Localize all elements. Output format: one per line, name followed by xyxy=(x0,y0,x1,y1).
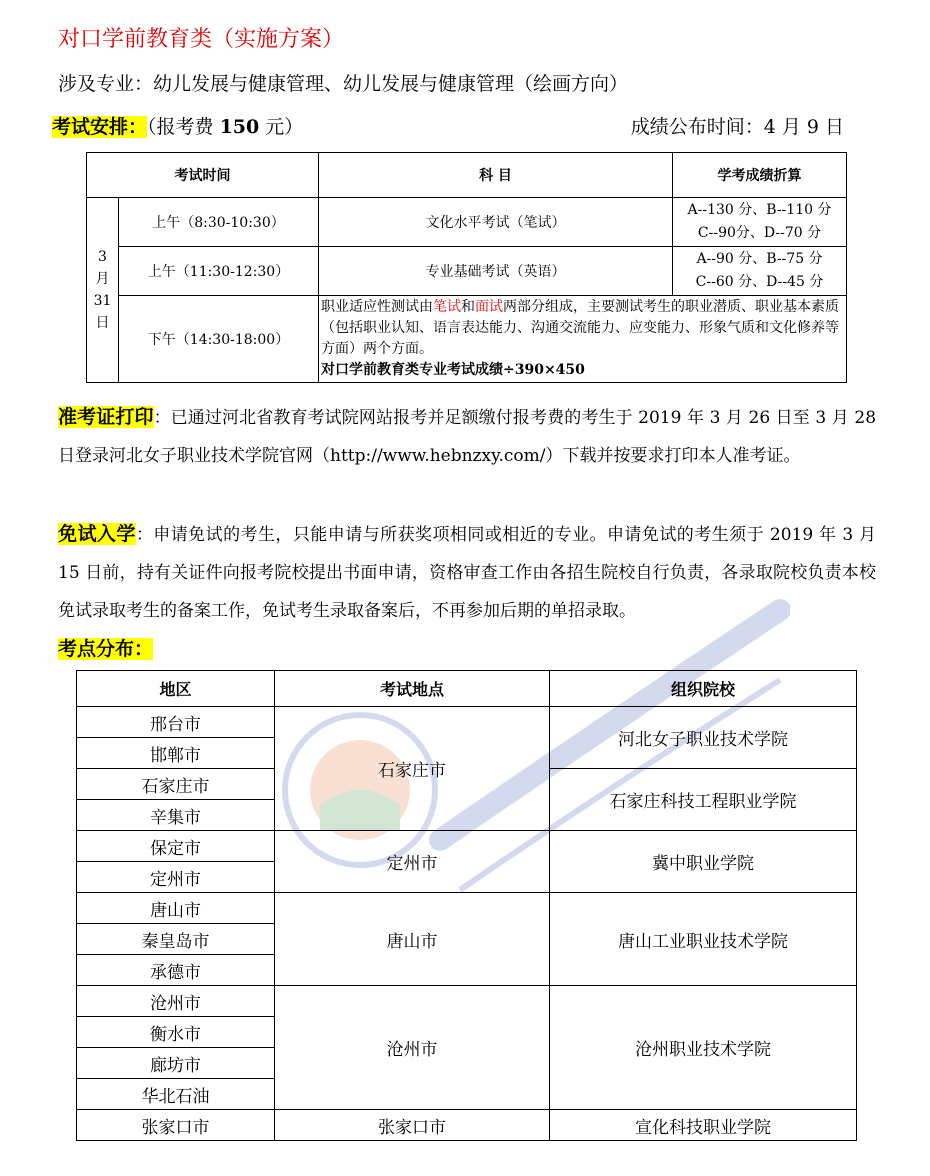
sites-label: 考点分布： xyxy=(58,638,154,660)
location-cell: 定州市 xyxy=(275,831,550,893)
city-cell: 秦皇岛市 xyxy=(77,924,275,955)
fee-prefix: （报考费 xyxy=(147,116,220,138)
conversion-cd: C--60 分、D--45 分 xyxy=(695,274,824,290)
schedule-header-subject: 科 目 xyxy=(319,153,673,198)
result-date: 4 月 9 日 xyxy=(763,116,844,138)
city-cell: 定州市 xyxy=(77,862,275,893)
exemption-paragraph xyxy=(58,515,876,630)
schedule-row xyxy=(87,247,847,296)
fee-suffix: 元） xyxy=(259,116,304,138)
result-announcement xyxy=(631,112,844,139)
exam-arrangement-label: 考试安排： xyxy=(52,116,148,138)
schedule-header-conversion: 学考成绩折算 xyxy=(673,153,847,198)
exam-sites-table xyxy=(76,670,857,1141)
school-cell: 唐山工业职业技术学院 xyxy=(550,893,857,986)
page-title: 对口学前教育类（实施方案） xyxy=(58,27,345,52)
city-cell: 华北石油 xyxy=(77,1079,275,1110)
school-cell: 宣化科技职业学院 xyxy=(550,1110,857,1141)
city-cell: 张家口市 xyxy=(77,1110,275,1141)
school-cell: 沧州职业技术学院 xyxy=(550,986,857,1110)
sites-header-row xyxy=(77,671,857,707)
location-cell: 张家口市 xyxy=(275,1110,550,1141)
city-cell: 衡水市 xyxy=(77,1017,275,1048)
majors-line xyxy=(58,69,628,96)
table-row xyxy=(77,1110,857,1141)
school-cell: 河北女子职业技术学院 xyxy=(550,707,857,769)
exemption-colon: ： xyxy=(135,525,154,545)
aptitude-test-description xyxy=(319,296,847,383)
table-row xyxy=(77,707,857,738)
exam-schedule-table xyxy=(86,152,847,383)
city-cell: 廊坊市 xyxy=(77,1048,275,1079)
score-conversion xyxy=(673,198,847,247)
desc-text: 职业适应性测试由 xyxy=(321,299,433,315)
sites-heading xyxy=(58,634,153,661)
city-cell: 保定市 xyxy=(77,831,275,862)
schedule-row xyxy=(87,296,847,383)
admission-ticket-paragraph xyxy=(58,398,876,475)
school-cell: 石家庄科技工程职业学院 xyxy=(550,769,857,831)
school-cell: 冀中职业学院 xyxy=(550,831,857,893)
admission-ticket-label: 准考证打印 xyxy=(58,406,154,428)
exam-time: 上午（11:30-12:30） xyxy=(119,247,319,296)
majors-label: 涉及专业： xyxy=(58,73,154,95)
schedule-header-row xyxy=(87,153,847,198)
fee-amount: 150 xyxy=(219,116,260,138)
admission-ticket-colon: ： xyxy=(153,408,171,428)
majors-value: 幼儿发展与健康管理、幼儿发展与健康管理（绘画方向） xyxy=(153,73,629,95)
exam-time: 上午（8:30-10:30） xyxy=(119,198,319,247)
sites-header-region: 地区 xyxy=(77,671,275,707)
city-cell: 辛集市 xyxy=(77,800,275,831)
sites-header-location: 考试地点 xyxy=(275,671,550,707)
conversion-ab: A--130 分、B--110 分 xyxy=(687,202,832,218)
desc-written: 笔试 xyxy=(433,299,461,315)
exam-subject: 文化水平考试（笔试） xyxy=(319,198,673,247)
city-cell: 邢台市 xyxy=(77,707,275,738)
city-cell: 邯郸市 xyxy=(77,738,275,769)
city-cell: 唐山市 xyxy=(77,893,275,924)
exam-arrangement-line xyxy=(52,112,303,139)
desc-interview: 面试 xyxy=(475,299,503,315)
exemption-text: 申请免试的考生，只能申请与所获奖项相同或相近的专业。申请免试的考生须于 2019 年 3 月 15 日前，持有关证件向报考院校提出书面申请，资格审查工作由各招生院校自行负责，各录取院校负责本校免试录取考生的备案工作，免试考生录取备案后，不再参加后期的单招录取。 xyxy=(58,525,876,621)
city-cell: 沧州市 xyxy=(77,986,275,1017)
exam-time: 下午（14:30-18:00） xyxy=(119,296,319,383)
table-row xyxy=(77,831,857,862)
location-cell: 石家庄市 xyxy=(275,707,550,831)
table-row xyxy=(77,986,857,1017)
score-formula: 对口学前教育类专业考试成绩÷390×450 xyxy=(321,362,585,378)
table-row xyxy=(77,893,857,924)
exam-date: 3月31日 xyxy=(87,198,119,383)
city-cell: 承德市 xyxy=(77,955,275,986)
conversion-cd: C--90分、D--70 分 xyxy=(697,225,822,241)
location-cell: 唐山市 xyxy=(275,893,550,986)
score-conversion xyxy=(673,247,847,296)
sites-header-school: 组织院校 xyxy=(550,671,857,707)
city-cell: 石家庄市 xyxy=(77,769,275,800)
result-label: 成绩公布时间： xyxy=(630,116,764,138)
location-cell: 沧州市 xyxy=(275,986,550,1110)
admission-ticket-text: 已通过河北省教育考试院网站报考并足额缴付报考费的考生于 2019 年 3 月 26 日至 3 月 28 日登录河北女子职业技术学院官网（http://www.hebnzxy.com/）下载并按要求打印本人准考证。 xyxy=(58,408,877,466)
exam-subject: 专业基础考试（英语） xyxy=(319,247,673,296)
conversion-ab: A--90 分、B--75 分 xyxy=(696,251,823,267)
exemption-label: 免试入学 xyxy=(58,523,136,545)
schedule-row xyxy=(87,198,847,247)
schedule-header-time: 考试时间 xyxy=(87,153,319,198)
desc-text-2: 两部分组成，主要测试考生的职业潜质、职业基本素质（包括职业认知、语言表达能力、沟通交流能力、应变能力、形象气质和文化修养等方面）两个方面。 xyxy=(321,299,839,357)
desc-and: 和 xyxy=(461,299,475,315)
